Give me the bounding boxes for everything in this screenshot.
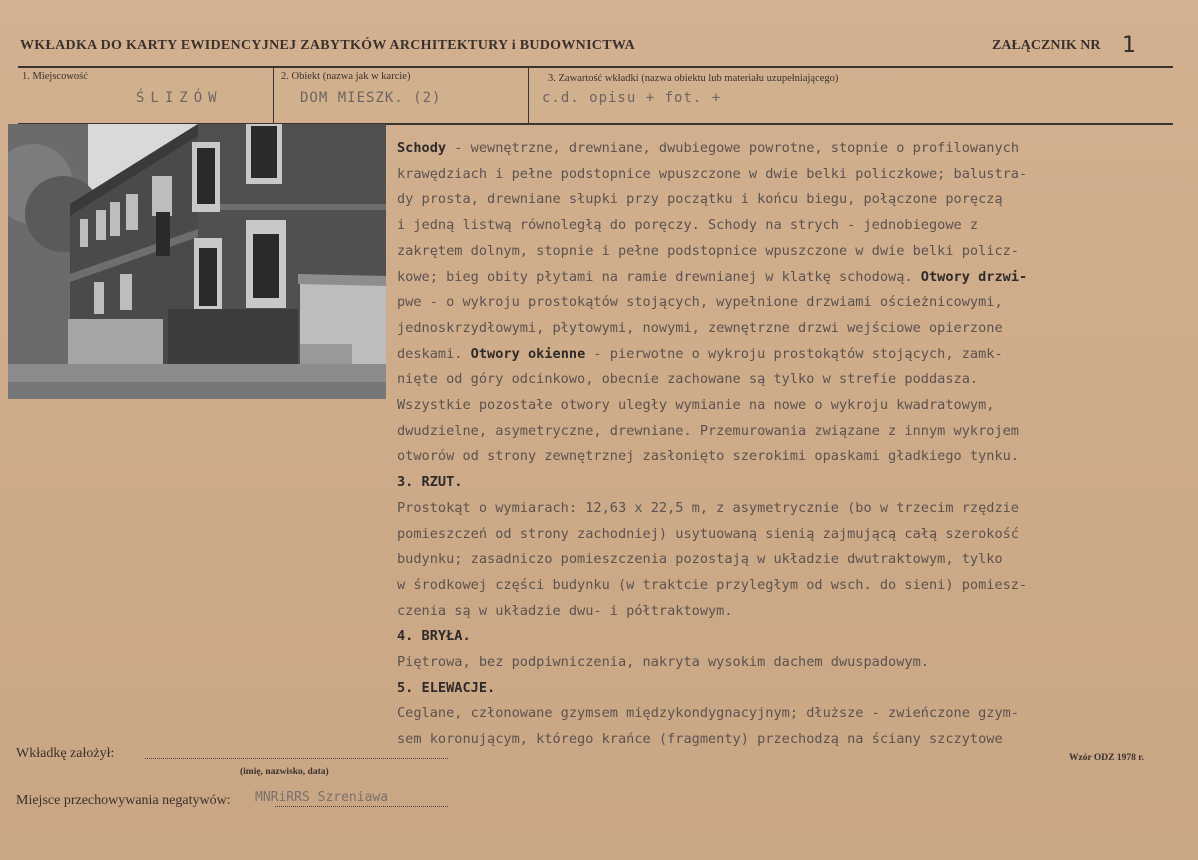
description-line bbox=[397, 239, 1179, 265]
description-line bbox=[397, 136, 1179, 162]
description-heading: Otwory okienne bbox=[470, 345, 586, 362]
description-fragment: jednoskrzydłowymi, płytowymi, nowymi, zewnętrzne drzwi wejściowe opierzone bbox=[397, 319, 1003, 336]
description-line bbox=[397, 599, 1179, 625]
description-fragment: dwudzielne, asymetryczne, drewniane. Przemurowania związane z innym wykrojem bbox=[397, 422, 1019, 439]
locality-value: ŚLIZÓW bbox=[136, 90, 223, 106]
description-fragment: pwe - o wykroju prostokątów stojących, wypełnione drzwiami ościeżnicowymi, bbox=[397, 294, 1003, 311]
description-fragment: - wewnętrzne, drewniane, dwubiegowe powrotne, stopnie o profilowanych bbox=[446, 140, 1019, 156]
description-fragment: kowe; bieg obity płytami na ramie drewnianej w klatkę schodową. bbox=[397, 268, 921, 285]
description-line bbox=[397, 676, 1179, 702]
description-line bbox=[397, 444, 1179, 470]
field-divider-1 bbox=[273, 66, 274, 123]
description-line bbox=[397, 162, 1179, 188]
description-line bbox=[397, 701, 1179, 727]
description-line bbox=[397, 316, 1179, 342]
description-line bbox=[397, 547, 1179, 573]
author-line bbox=[145, 758, 448, 759]
description-fragment: budynku; zasadniczo pomieszczenia pozostają w układzie dwutraktowym, tylko bbox=[397, 551, 1003, 568]
description-line bbox=[397, 213, 1179, 239]
negatives-line bbox=[275, 806, 448, 807]
description-line bbox=[397, 573, 1179, 599]
description-line bbox=[397, 290, 1179, 316]
description-line bbox=[397, 265, 1179, 291]
description-line bbox=[397, 624, 1179, 650]
description-text bbox=[397, 136, 1179, 753]
description-line bbox=[397, 393, 1179, 419]
field-divider-2 bbox=[528, 66, 529, 123]
building-photo bbox=[8, 124, 386, 399]
description-fragment: Prostokąt o wymiarach: 12,63 x 22,5 m, z asymetrycznie (bo w trzecim rzędzie bbox=[397, 499, 1019, 516]
form-code: Wzór ODZ 1978 r. bbox=[1069, 753, 1144, 763]
description-fragment: - pierwotne o wykroju prostokątów stojących, zamk- bbox=[585, 345, 1003, 362]
description-fragment: krawędziach i pełne podstopnice wpuszczone w dwie belki policzkowe; balustra- bbox=[397, 165, 1028, 182]
description-line bbox=[397, 419, 1179, 445]
annex-number: 1 bbox=[1122, 33, 1136, 58]
description-fragment: w środkowej części budynku (w traktcie przyległym od wsch. do sieni) pomiesz- bbox=[397, 576, 1028, 593]
description-heading: Otwory drzwi- bbox=[920, 268, 1028, 285]
negatives-label: Miejsce przechowywania negatywów: bbox=[16, 793, 231, 808]
author-hint: (imię, nazwisko, data) bbox=[240, 767, 329, 777]
description-fragment: i jedną listwą równoległą do poręczy. Schody na strych - jednobiegowe z bbox=[397, 217, 979, 234]
description-fragment: deskami. bbox=[397, 345, 471, 362]
description-fragment: otworów od strony zewnętrznej zasłonięto szerokimi opaskami gładkiego tynku. bbox=[397, 448, 1019, 465]
description-heading: 3. RZUT. bbox=[397, 474, 463, 491]
description-fragment: dy prosta, drewniane słupki przy początku i końcu biegu, połączone poręczą bbox=[397, 191, 1003, 208]
card-title: WKŁADKA DO KARTY EWIDENCYJNEJ ZABYTKÓW ARCHITEKTURY i BUDOWNICTWA bbox=[20, 38, 636, 53]
description-line bbox=[397, 342, 1179, 368]
description-line bbox=[397, 470, 1179, 496]
description-heading: 5. ELEWACJE. bbox=[397, 679, 496, 696]
description-fragment: pomieszczeń od strony zachodniej) usytuowaną sienią zajmującą całą szerokość bbox=[397, 525, 1019, 542]
description-fragment: Ceglane, członowane gzymsem międzykondygnacyjnym; dłuższe - zwieńczone gzym- bbox=[397, 705, 1019, 722]
description-line bbox=[397, 650, 1179, 676]
description-line bbox=[397, 187, 1179, 213]
header-rule-top bbox=[18, 66, 1173, 68]
description-fragment: sem koronującym, którego krańce (fragmenty) przechodzą na ściany szczytowe bbox=[397, 731, 1003, 748]
description-line bbox=[397, 727, 1179, 753]
object-label: 2. Obiekt (nazwa jak w karcie) bbox=[281, 71, 411, 82]
description-line bbox=[397, 522, 1179, 548]
description-heading: 4. BRYŁA. bbox=[397, 628, 471, 645]
annex-label: ZAŁĄCZNIK NR bbox=[992, 38, 1101, 53]
object-value: DOM MIESZK. (2) bbox=[300, 90, 442, 106]
description-line bbox=[397, 496, 1179, 522]
description-fragment: nięte od góry odcinkowo, obecnie zachowane są tylko w strefie poddasza. bbox=[397, 371, 979, 388]
description-fragment: czenia są w układzie dwu- i półtraktowym. bbox=[397, 602, 733, 619]
negatives-value: MNRiRRS Szreniawa bbox=[255, 790, 389, 805]
content-label: 3. Zawartość wkładki (nazwa obiektu lub materiału uzupełniającego) bbox=[548, 73, 839, 84]
description-line bbox=[397, 367, 1179, 393]
content-value: c.d. opisu + fot. + bbox=[542, 90, 722, 106]
description-heading: Schody bbox=[397, 140, 447, 156]
locality-label: 1. Miejscowość bbox=[22, 71, 88, 82]
description-fragment: Wszystkie pozostałe otwory uległy wymianie na nowe o wykroju kwadratowym, bbox=[397, 397, 995, 414]
description-fragment: Piętrowa, bez podpiwniczenia, nakryta wysokim dachem dwuspadowym. bbox=[397, 654, 929, 671]
description-fragment: zakrętem dolnym, stopnie i pełne podstopnice wpuszczone w dwie belki policz- bbox=[397, 242, 1019, 259]
author-label: Wkładkę założył: bbox=[16, 746, 115, 761]
